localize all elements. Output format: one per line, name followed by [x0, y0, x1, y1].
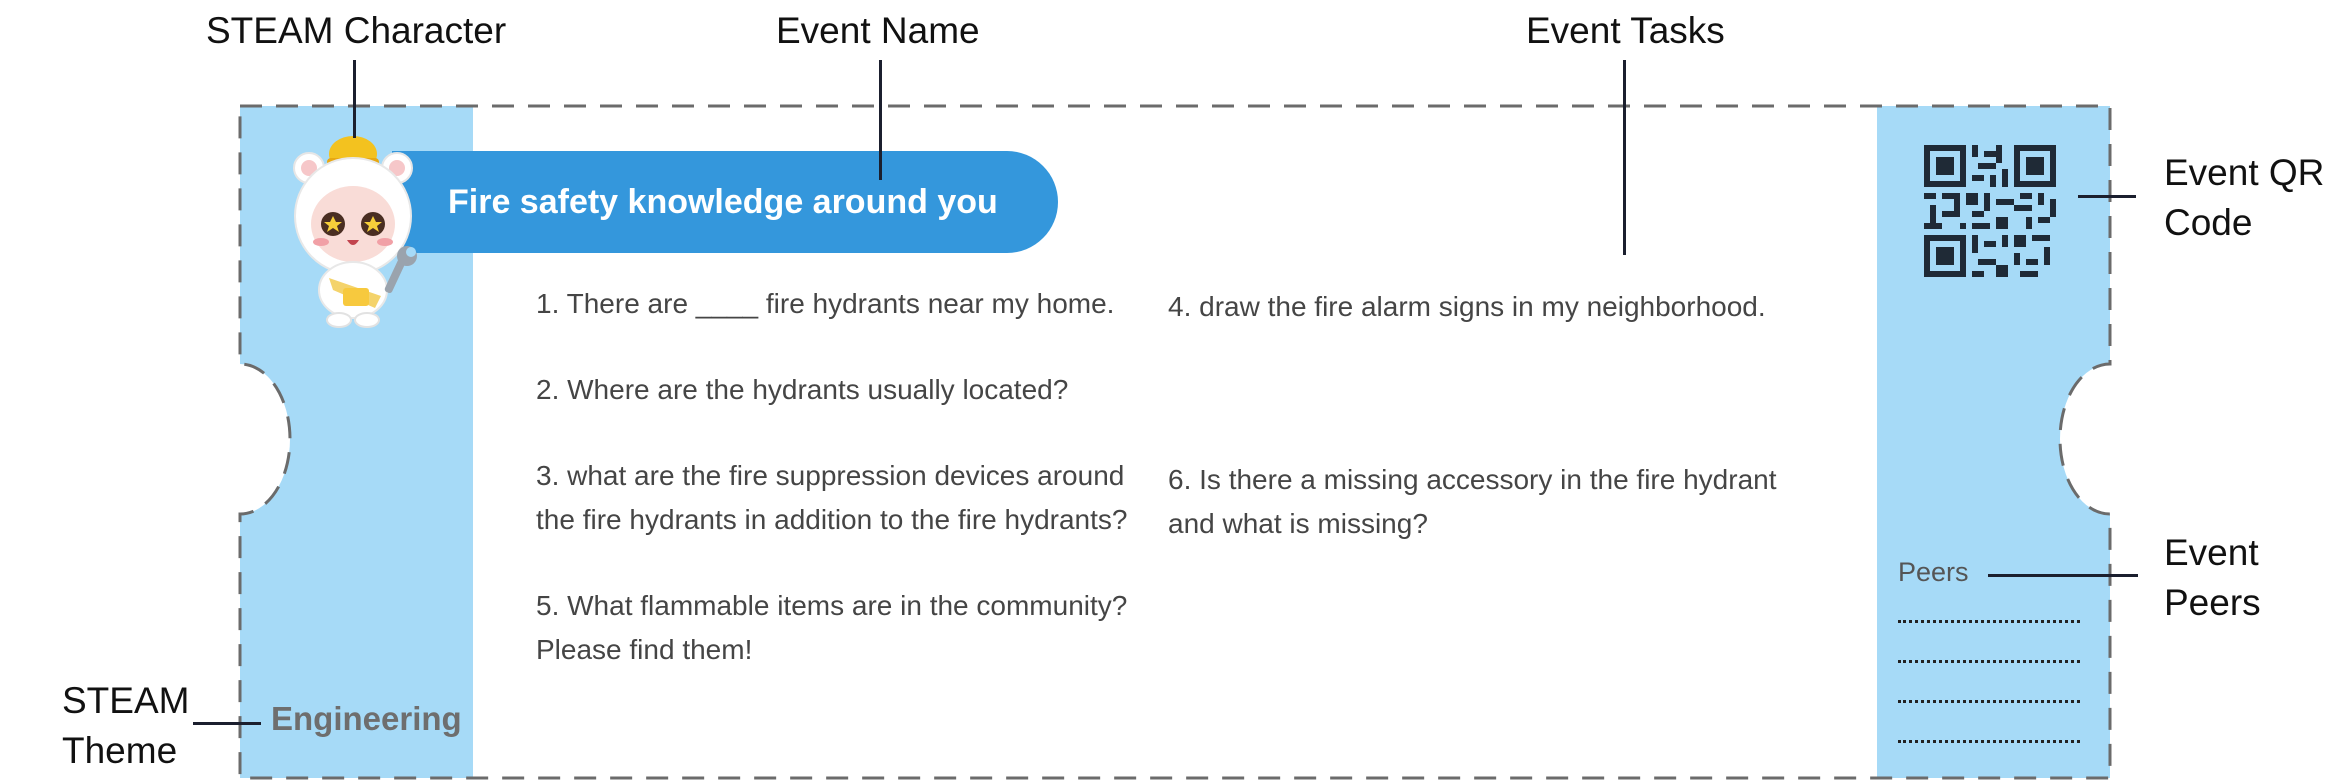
- callout-event-tasks: Event Tasks: [1526, 10, 1725, 51]
- callout-steam-character: STEAM Character: [206, 10, 507, 51]
- task-6: [1168, 458, 1777, 546]
- task-2: 2. Where are the hydrants usually located?: [536, 374, 1069, 405]
- qr-code-icon[interactable]: [1924, 145, 2056, 277]
- task-4: 4. draw the fire alarm signs in my neighborhood.: [1168, 291, 1766, 322]
- task-5-line-2: Please find them!: [536, 634, 753, 665]
- callout-steam-theme-line-1: STEAM: [62, 680, 190, 721]
- leader-event-name: [879, 60, 882, 180]
- callout-event-name: Event Name: [776, 10, 980, 51]
- peer-slot-2[interactable]: [1898, 660, 2080, 663]
- leader-steam-character: [353, 60, 356, 138]
- task-1: 1. There are ____ fire hydrants near my home.: [536, 288, 1115, 319]
- task-3: [536, 454, 1127, 542]
- task-6-line-1: 6. Is there a missing accessory in the fire hydrant: [1168, 464, 1777, 495]
- leader-event-qr-code: [2078, 195, 2136, 198]
- task-3-line-2: the fire hydrants in addition to the fire hydrants?: [536, 504, 1128, 535]
- peer-slot-4[interactable]: [1898, 740, 2080, 743]
- peer-slot-3[interactable]: [1898, 700, 2080, 703]
- task-5-line-1: 5. What flammable items are in the community?: [536, 590, 1128, 621]
- event-name-banner: [392, 151, 1058, 253]
- leader-steam-theme: [193, 722, 261, 725]
- callout-event-qr-code-line-2: Code: [2164, 201, 2253, 243]
- task-3-line-1: 3. what are the fire suppression devices around: [536, 460, 1125, 491]
- event-name-text: Fire safety knowledge around you: [448, 182, 998, 221]
- callout-steam-theme-line-2: Theme: [62, 729, 178, 771]
- callout-event-peers: [2164, 528, 2261, 628]
- leader-event-tasks: [1623, 60, 1626, 255]
- callout-steam-theme: [62, 676, 189, 776]
- callout-event-peers-line-1: Event: [2164, 532, 2259, 573]
- callout-event-qr-code: [2164, 148, 2324, 248]
- task-5: [536, 584, 1127, 672]
- callout-event-peers-line-2: Peers: [2164, 581, 2261, 623]
- steam-theme-label: Engineering: [271, 700, 462, 737]
- peers-label: Peers: [1898, 557, 1969, 587]
- leader-event-peers: [1988, 574, 2138, 577]
- polar-bear-mascot-icon: [283, 128, 431, 328]
- callout-event-qr-code-line-1: Event QR: [2164, 152, 2325, 193]
- peer-slot-1[interactable]: [1898, 620, 2080, 623]
- task-6-line-2: and what is missing?: [1168, 508, 1428, 539]
